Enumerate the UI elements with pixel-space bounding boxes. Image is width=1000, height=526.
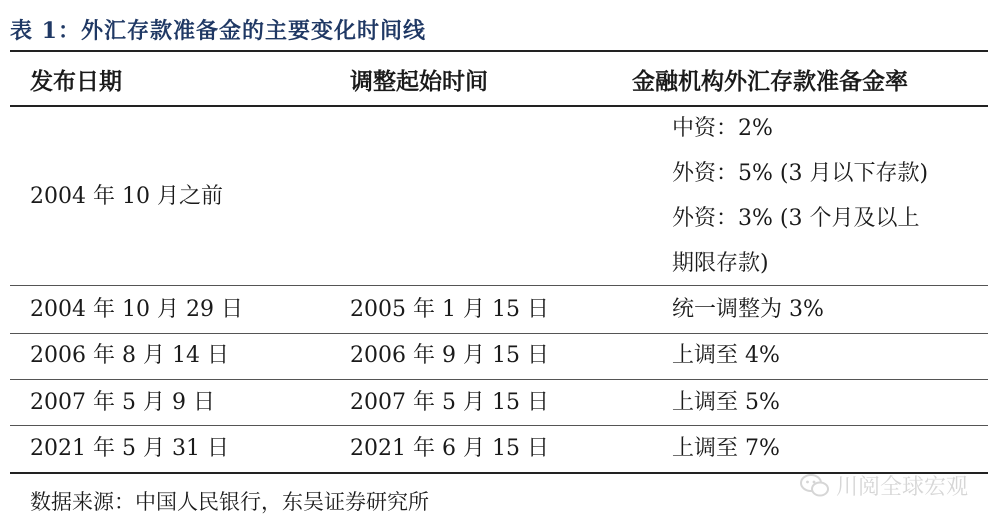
table-title: 表 1：外汇存款准备金的主要变化时间线 [10, 18, 426, 44]
release-date-cell: 2021 年 5 月 31 日 [30, 436, 229, 461]
start-time-cell: 2006 年 9 月 15 日 [350, 343, 549, 368]
ratio-line: 上调至 5% [672, 390, 780, 415]
start-time-cell: 2005 年 1 月 15 日 [350, 297, 549, 322]
ratio-line: 上调至 4% [672, 343, 780, 368]
top-rule [10, 50, 988, 52]
ratio-line: 期限存款) [672, 251, 769, 276]
release-date-cell: 2006 年 8 月 14 日 [30, 343, 229, 368]
row-divider [10, 379, 988, 380]
source-note: 数据来源：中国人民银行，东吴证券研究所 [30, 490, 429, 514]
release-date-cell: 2004 年 10 月之前 [30, 184, 223, 209]
ratio-line: 上调至 7% [672, 436, 780, 461]
ratio-line: 中资：2% [672, 116, 773, 141]
release-date-cell: 2004 年 10 月 29 日 [30, 297, 243, 322]
header-start-time: 调整起始时间 [350, 68, 488, 95]
header-release-date: 发布日期 [30, 68, 122, 95]
ratio-line: 外资：5% (3 月以下存款) [672, 161, 929, 186]
row-divider [10, 285, 988, 286]
ratio-line: 统一调整为 3% [672, 297, 824, 322]
header-rule [10, 105, 988, 107]
watermark-text: 川阅全球宏观 [836, 475, 969, 500]
release-date-cell: 2007 年 5 月 9 日 [30, 390, 215, 415]
ratio-line: 外资：3% (3 个月及以上 [672, 206, 920, 231]
header-reserve-ratio: 金融机构外汇存款准备金率 [632, 68, 908, 95]
wechat-icon [800, 473, 830, 499]
start-time-cell: 2021 年 6 月 15 日 [350, 436, 549, 461]
start-time-cell: 2007 年 5 月 15 日 [350, 390, 549, 415]
row-divider [10, 425, 988, 426]
row-divider [10, 333, 988, 334]
watermark [800, 470, 968, 501]
